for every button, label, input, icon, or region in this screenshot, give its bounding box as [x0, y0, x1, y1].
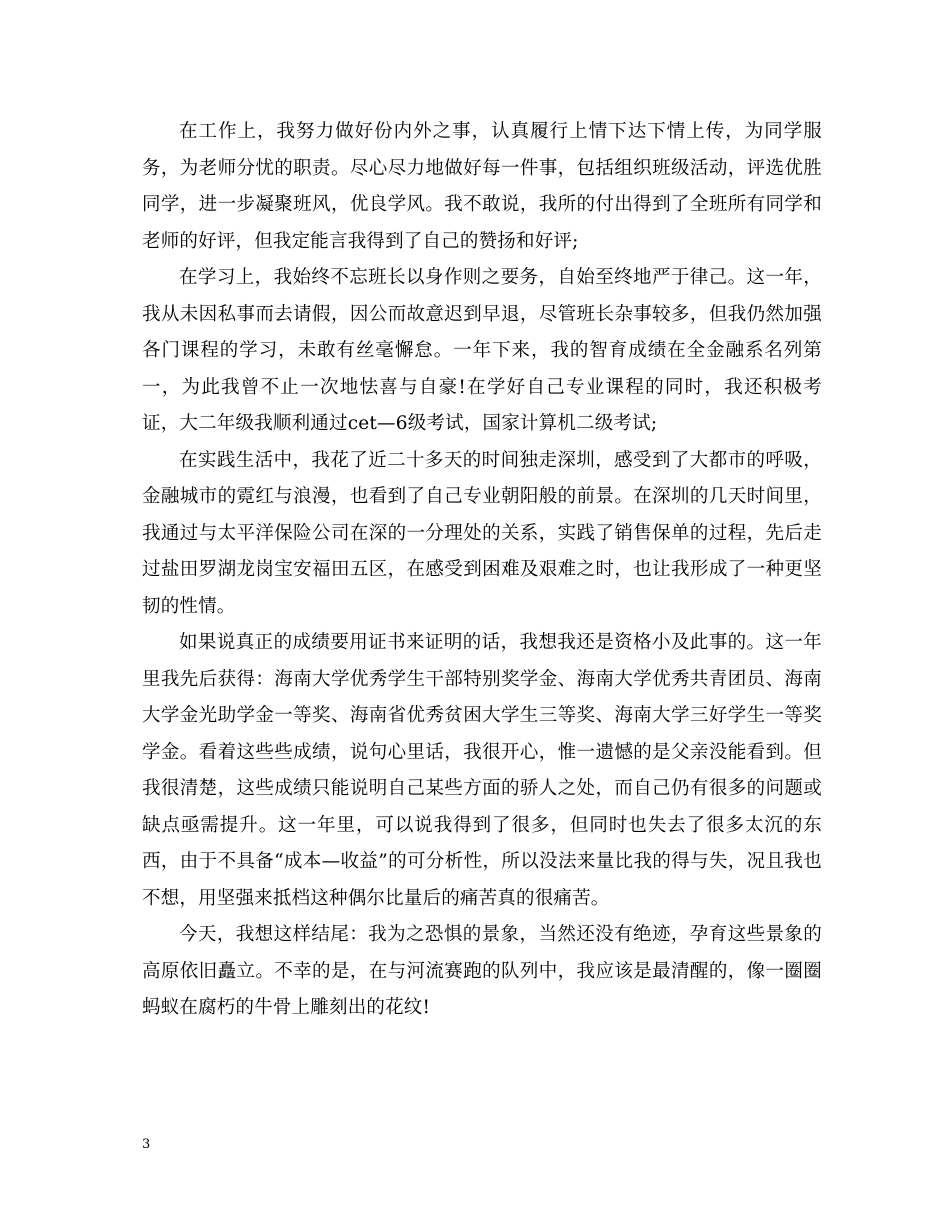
paragraph-conclusion: 今天，我想这样结尾：我为之恐惧的景象，当然还没有绝迹，孕育这些景象的高原依旧矗立。不幸的是，在与河流赛跑的队列中，我应该是最清醒的，像一圈圈蚂蚁在腐朽的牛骨上雕刻出的花纹!: [142, 924, 822, 1018]
paragraph-work: 在工作上，我努力做好份内外之事，认真履行上情下达下情上传，为同学服务，为老师分忧的职责。尽心尽力地做好每一件事，包括组织班级活动，评选优胜同学，进一步凝聚班风，优良学风。我不敢说，我所的付出得到了全班所有同学和老师的好评，但我定能言我得到了自己的赞扬和好评;: [142, 121, 822, 252]
document-body: [142, 114, 822, 1027]
paragraph-practice: 在实践生活中，我花了近二十多天的时间独走深圳，感受到了大都市的呼吸，金融城市的霓红与浪漫，也看到了自己专业朝阳般的前景。在深圳的几天时间里，我通过与太平洋保险公司在深的一分理处的关系，实践了销售保单的过程，先后走过盐田罗湖龙岗宝安福田五区，在感受到困难及艰难之时，也让我形成了一种更坚韧的性情。: [142, 449, 822, 617]
paragraph-achievements: 如果说真正的成绩要用证书来证明的话，我想我还是资格小及此事的。这一年里我先后获得：海南大学优秀学生干部特别奖学金、海南大学优秀共青团员、海南大学金光助学金一等奖、海南省优秀贫困大学生三等奖、海南大学三好学生一等奖学金。看着这些些成绩，说句心里话，我很开心，惟一遗憾的是父亲没能看到。但我很清楚，这些成绩只能说明自己某些方面的骄人之处，而自己仍有很多的问题或缺点亟需提升。这一年里，可以说我得到了很多，但同时也失去了很多太沉的东西，由于不具备“成本—收益”的可分析性，所以没法来量比我的得与失，况且我也不想，用坚强来抵档这种偶尔比量后的痛苦真的很痛苦。: [142, 632, 822, 909]
page-number: 3: [142, 1137, 151, 1152]
paragraph-study: 在学习上，我始终不忘班长以身作则之要务，自始至终地严于律己。这一年，我从未因私事而去请假，因公而故意迟到早退，尽管班长杂事较多，但我仍然加强各门课程的学习，未敢有丝毫懈怠。一年下来，我的智育成绩在全金融系名列第一，为此我曾不止一次地怯喜与自豪!在学好自己专业课程的同时，我还积极考证，大二年级我顺利通过cet—6级考试，国家计算机二级考试;: [142, 267, 822, 434]
